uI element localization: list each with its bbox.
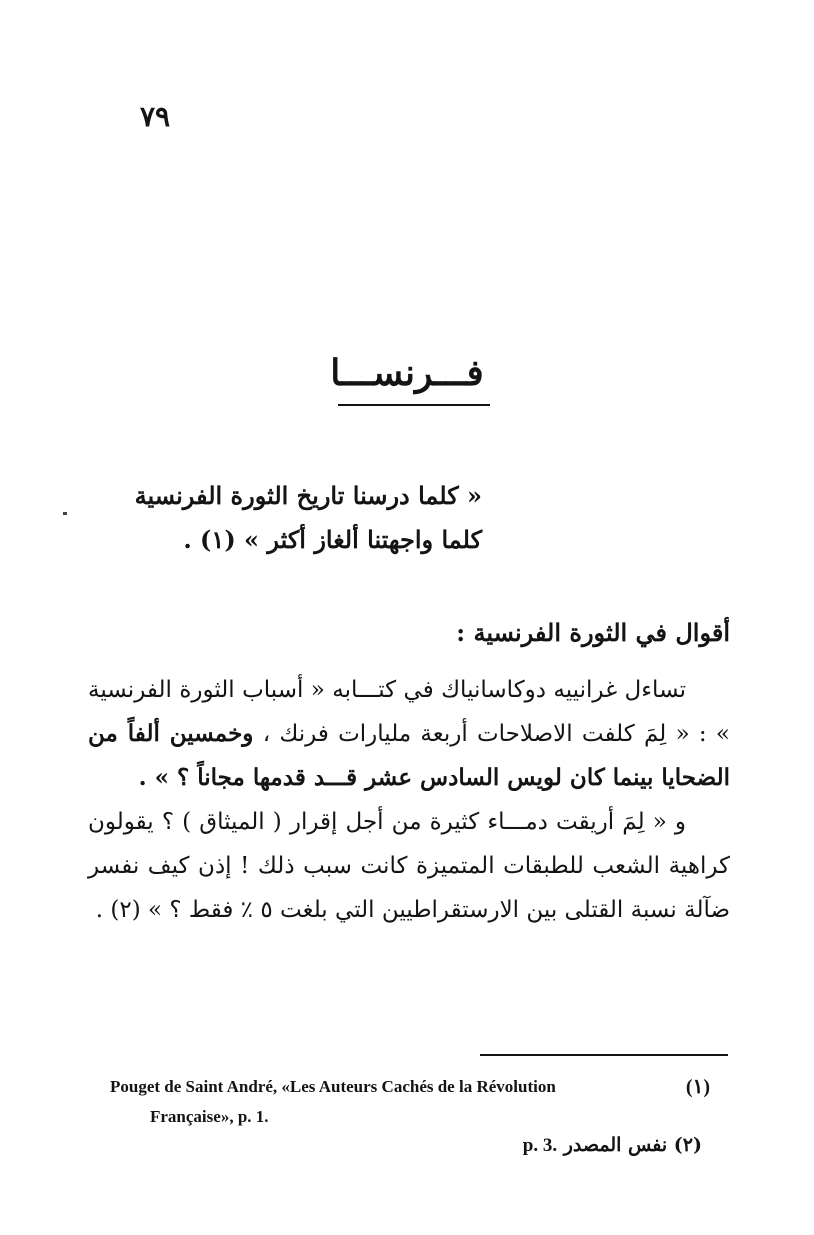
- paragraph-1-regular: تساءل غرانييه دوكاسانياك في كتـــابه « أسباب الثورة الفرنسية » : « لِمَ كلفت الاصلاحات أربعة مليارات فرنك ،: [88, 677, 731, 747]
- paragraph-1-bold: وخمسين ألفاً من الضحايا بينما كان لويس السادس عشر قـــد قدمها مجاناً ؟ » .: [88, 720, 730, 791]
- scan-speck: [63, 512, 67, 515]
- footnote-2-text: نفس المصدر: [563, 1134, 668, 1156]
- footnote-2-number: (٢): [673, 1134, 702, 1156]
- paragraph-2: و « لِمَ أريقت دمـــاء كثيرة من أجل إقرار ( الميثاق ) ؟ يقولون كراهية الشعب للطبقات المتميزة كانت سبب ذلك ! إذن كيف نفسر ضآلة نسبة القتلى بين الارستقراطيين التي بلغت ٥ ٪ فقط ؟ » (٢) .: [88, 809, 730, 923]
- epigraph-quote: [82, 474, 482, 562]
- epigraph-line: « كلما درسنا تاريخ الثورة الفرنسية: [134, 481, 482, 510]
- footnote-divider: [480, 1054, 728, 1056]
- footnote-1: [110, 1072, 710, 1132]
- page-number: ٧٩: [140, 100, 171, 133]
- section-heading: أقوال في الثورة الفرنسية :: [456, 618, 730, 647]
- title-underline: [338, 404, 490, 406]
- chapter-title: فـــرنســـا: [330, 352, 484, 394]
- footnote-1-line: Pouget de Saint André, «Les Auteurs Cachés de la Révolution: [110, 1077, 556, 1096]
- footnote-2: [523, 1134, 702, 1157]
- footnote-1-line: Française», p. 1.: [150, 1107, 269, 1126]
- footnote-1-number: (١): [685, 1076, 710, 1098]
- paragraph-1: [88, 668, 730, 800]
- footnote-2-reference: p. 3.: [522, 1135, 558, 1156]
- epigraph-line: كلما واجهتنا ألغاز أكثر » (١) .: [183, 525, 482, 554]
- body-text: [88, 668, 730, 932]
